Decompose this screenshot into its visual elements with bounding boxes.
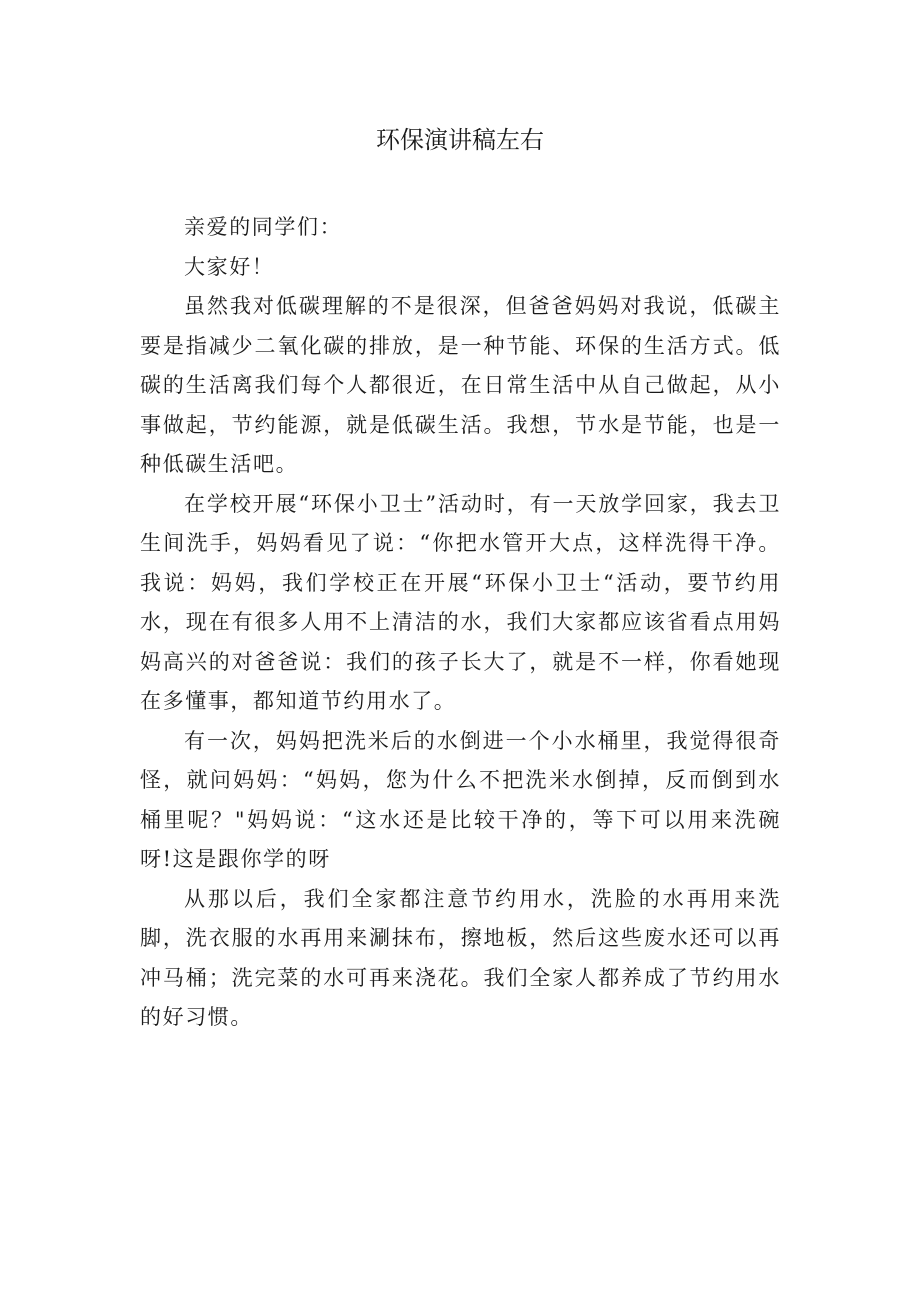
body-paragraph: 在学校开展“环保小卫士”活动时，有一天放学回家，我去卫生间洗手，妈妈看见了说：“你把水管开大点，这样洗得干净。我说：妈妈，我们学校正在开展“环保小卫士“活动，要节约用水，现在有很多人用不上清洁的水，我们大家都应该省看点用妈妈高兴的对爸爸说：我们的孩子长大了，就是不一样，你看她现在多懂事，都知道节约用水了。 (140, 491, 781, 713)
document-body (140, 208, 781, 1038)
body-paragraph: 有一次，妈妈把洗米后的水倒进一个小水桶里，我觉得很奇怪，就问妈妈：“妈妈，您为什么不把洗米水倒掉，反而倒到水桶里呢？"妈妈说：“这水还是比较干净的，等下可以用来洗碗呀!这是跟你学的呀 (140, 728, 781, 871)
body-paragraph: 从那以后，我们全家都注意节约用水，洗脸的水再用来洗脚，洗衣服的水再用来涮抹布，擦地板，然后这些废水还可以再冲马桶；洗完菜的水可再来浇花。我们全家人都养成了节约用水的好习惯。 (140, 886, 781, 1029)
greeting-paragraph: 亲爱的同学们： (184, 215, 343, 239)
document-title: 环保演讲稿左右 (376, 126, 544, 154)
salutation-paragraph: 大家好！ (184, 254, 275, 279)
body-paragraph: 虽然我对低碳理解的不是很深，但爸爸妈妈对我说，低碳主要是指减少二氧化碳的排放，是一种节能、环保的生活方式。低碳的生活离我们每个人都很近，在日常生活中从自己做起，从小事做起，节约能源，就是低碳生活。我想，节水是节能，也是一种低碳生活吧。 (140, 294, 781, 476)
